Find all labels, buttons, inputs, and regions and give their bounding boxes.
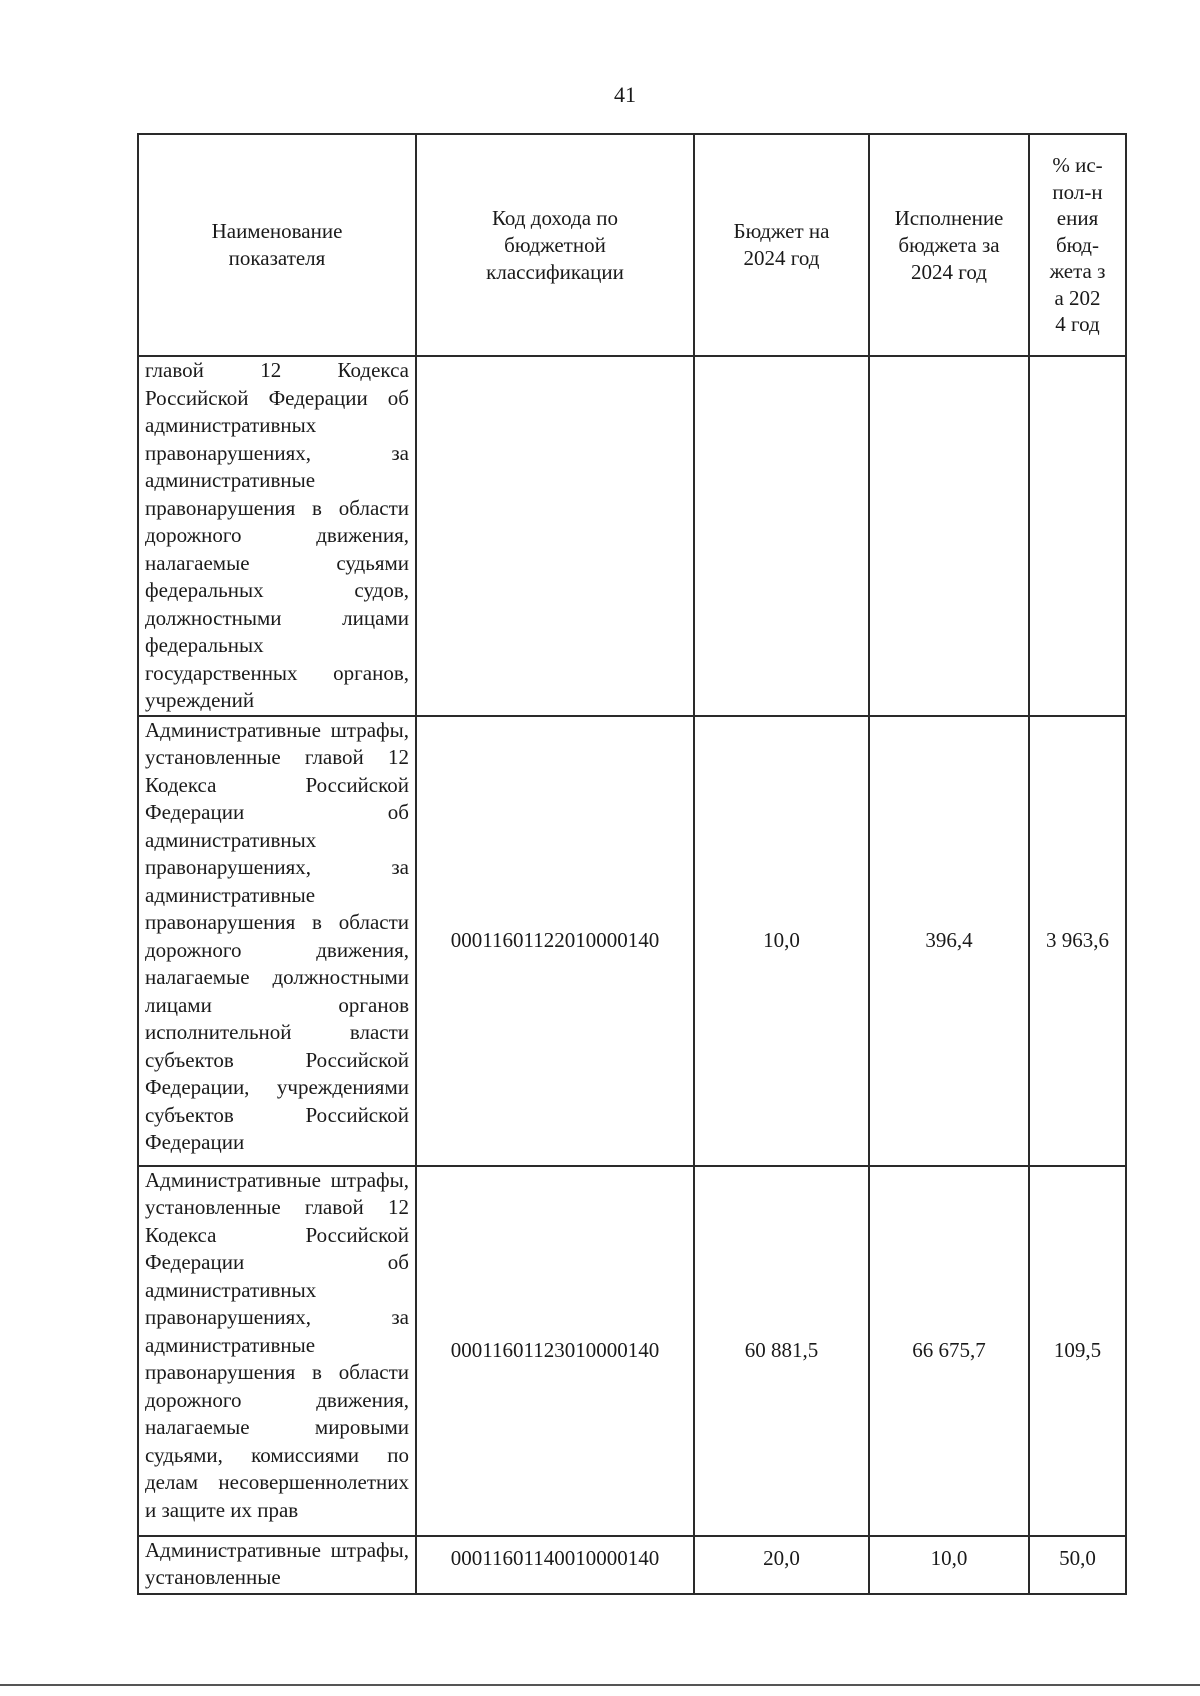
row-percent: 3 963,6: [1029, 716, 1126, 1166]
table-row: [138, 716, 1126, 1166]
table-row: [138, 1536, 1126, 1594]
header-name: Наименование показателя: [138, 134, 416, 356]
row-execution: 10,0: [869, 1536, 1029, 1594]
row-budget: [694, 356, 869, 716]
header-percent: % ис-пол-нения бюд-жета за 2024 год: [1029, 134, 1126, 356]
budget-execution-table: [137, 133, 1127, 1595]
table-row: [138, 356, 1126, 716]
row-percent: 109,5: [1029, 1166, 1126, 1536]
row-percent: 50,0: [1029, 1536, 1126, 1594]
row-code: [416, 356, 694, 716]
header-row: [138, 134, 1126, 356]
row-percent: [1029, 356, 1126, 716]
row-name: Административные штрафы, установленные: [138, 1536, 416, 1594]
page-bottom-rule: [0, 1684, 1200, 1686]
header-execution: Исполнение бюджета за 2024 год: [869, 134, 1029, 356]
row-name: Административные штрафы, установленные главой 12 Кодекса Российской Федерации об административных правонарушениях, за административные правонарушения в области дорожного движения, налагаемые мировыми судьями, комиссиями по делам несовершеннолетних и защите их прав: [138, 1166, 416, 1536]
table-row: [138, 1166, 1126, 1536]
row-execution: [869, 356, 1029, 716]
row-execution: 396,4: [869, 716, 1029, 1166]
table-header: [138, 134, 1126, 356]
row-budget: 60 881,5: [694, 1166, 869, 1536]
row-budget: 10,0: [694, 716, 869, 1166]
header-code: Код дохода по бюджетной классификации: [416, 134, 694, 356]
header-budget: Бюджет на 2024 год: [694, 134, 869, 356]
row-budget: 20,0: [694, 1536, 869, 1594]
row-execution: 66 675,7: [869, 1166, 1029, 1536]
row-code: 00011601122010000140: [416, 716, 694, 1166]
row-name: Административные штрафы, установленные главой 12 Кодекса Российской Федерации об административных правонарушениях, за административные правонарушения в области дорожного движения, налагаемые должностными лицами органов исполнительной власти субъектов Российской Федерации, учреждениями субъектов Российской Федерации: [138, 716, 416, 1166]
row-name: главой 12 Кодекса Российской Федерации об административных правонарушениях, за административные правонарушения в области дорожного движения, налагаемые судьями федеральных судов, должностными лицами федеральных государственных органов, учреждений: [138, 356, 416, 716]
row-code: 00011601123010000140: [416, 1166, 694, 1536]
row-code: 00011601140010000140: [416, 1536, 694, 1594]
page-number: 41: [614, 82, 636, 107]
